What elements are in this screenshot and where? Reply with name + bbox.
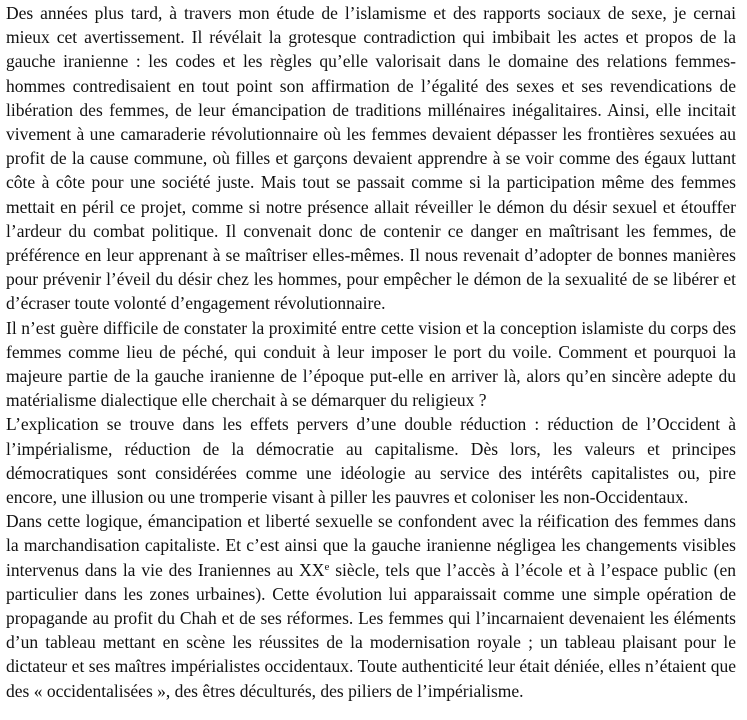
paragraph-islamist-proximity: Il n’est guère difficile de constater la proximité entre cette vision et la conception islamiste du corps des femmes comme lieu de péché, qui conduit à leur imposer le port du voile. Comment et pourquoi la majeure partie de la gauche iranienne de l’époque put-elle en arriver là, alors qu’en sincère adepte du matérialisme dialectique elle cherchait à se démarquer du religieux ? bbox=[6, 317, 736, 411]
paragraph-reification bbox=[6, 509, 736, 703]
paragraph-double-reduction: L’explication se trouve dans les effets pervers d’une double réduction : réduction de l’Occident à l’impérialisme, réduction de la démocratie au capitalisme. Dès lors, les valeurs et principes démocratiques sont considérées comme une idéologie au service des intérêts capitalistes ou, pire encore, une illusion ou une tromperie visant à piller les pauvres et coloniser les non-Occidentaux. bbox=[6, 414, 736, 508]
paragraph-reification-part-2: siècle, tels que l’accès à l’école et à l’espace public (en particulier dans les zones urbaines). Cette évolution lui apparaissait comme une simple opération de propagande au profit du Chah et de ses réformes. Les femmes qui l’incarnaient devenaient les éléments d’un tableau mettant en scène les réussites de la modernisation royale ; un tableau plaisant pour le dictateur et ses maîtres impérialistes occidentaux. Toute authenticité leur était déniée, elles n’étaient que des « occidentalisées », des êtres déculturés, des piliers de l’impérialisme. bbox=[6, 559, 736, 701]
paragraph-reification-part-1: Dans cette logique, émancipation et liberté sexuelle se confondent avec la réification des femmes dans la marchandisation capitaliste. Et c’est ainsi que la gauche iranienne négligea les changements visibles intervenus dans la vie des Iraniennes au XX bbox=[6, 511, 736, 580]
century-ordinal-suffix: e bbox=[324, 560, 330, 573]
paragraph-awareness: Des années plus tard, à travers mon étude de l’islamisme et des rapports sociaux de sexe, je cernai mieux cet avertissement. Il révélait la grotesque contradiction qui imbibait les actes et propos de la gauche iranienne : les codes et les règles qu’elle valorisait dans le domaine des relations femmes-hommes contredisaient en tout point son affirmation de l’égalité des sexes et ses revendications de libération des femmes, de leur émancipation de traditions millénaires inégalitaires. Ainsi, elle incitait vivement à une camaraderie révolutionnaire où les femmes devaient dépasser les frontières sexuées au profit de la cause commune, où filles et garçons devaient apprendre à se voir comme des égaux luttant côte à côte pour une société juste. Mais tout se passait comme si la participation même des femmes mettait en péril ce projet, comme si notre présence allait réveiller le démon du désir sexuel et étouffer l’ardeur du combat politique. Il convenait donc de contenir ce danger en maîtrisant les femmes, de préférence en leur apprenant à se maîtriser elles-mêmes. Il nous revenait d’adopter de bonnes manières pour prévenir l’éveil du désir chez les hommes, pour empêcher le démon de la sexualité de se libérer et d’écraser toute volonté d’engagement révolutionnaire. bbox=[6, 3, 736, 314]
document-body bbox=[6, 1, 736, 703]
